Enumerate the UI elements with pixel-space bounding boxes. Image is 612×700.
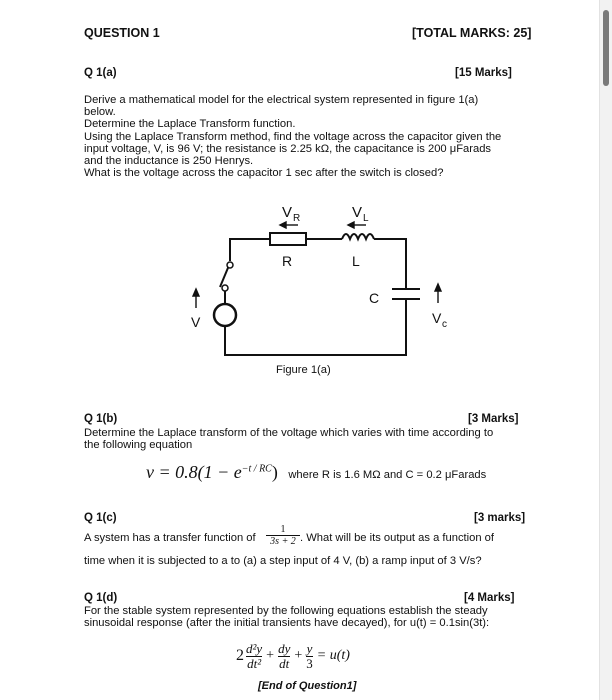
q1d-term1 [246,642,262,671]
q1d-term3-num: y [306,640,313,656]
q1d-equation [236,636,350,676]
q1a-line: input voltage, V, is 96 V; the resistance is 2.25 kΩ, the capacitance is 200 μFarads [84,142,492,155]
q1d-term2-num: dy [278,640,291,656]
resistor [270,233,306,245]
q1a-line: and the inductance is 250 Henrys. [84,155,254,168]
q1d-line: sinusoidal response (after the initial transients have decayed), for u(t) = 0.1sin(3t): [84,617,490,630]
wire-top-right [374,239,406,288]
q1d-marks: [4 Marks] [464,592,515,604]
circuit-diagram [170,195,470,375]
l-label: L [352,253,360,269]
q1d-term2-den: dt [279,655,290,671]
q1b-eq-where: where R is 1.6 MΩ and C = 0.2 μFarads [288,469,487,481]
q1a-line: Using the Laplace Transform method, find the voltage across the capacitor given the [84,130,502,143]
q1c-tf-num: 1 [280,524,286,535]
q1b-eq-lhs: v = 0.8(1 − e [146,462,242,482]
end-of-question: [End of Question1] [258,680,357,692]
q1b-eq-exp: −t / RC [241,463,272,475]
q1a-line: Determine the Laplace Transform function. [84,118,296,131]
q1d-term2 [278,642,290,671]
switch-terminal-top [227,262,233,268]
q1c-label: Q 1(c) [84,512,117,524]
q1a-line: Derive a mathematical model for the electrical system represented in figure 1(a) [84,94,479,106]
v-label: V [191,314,201,330]
q1d-plus: + [294,648,303,663]
total-marks: [TOTAL MARKS: 25] [412,26,532,40]
q1a-line: below. [84,106,116,119]
q1b-text [84,427,554,451]
switch-terminal-bottom [222,285,228,291]
q1c-tf-den: 3s + 2 [270,536,296,547]
scrollbar[interactable] [599,0,612,700]
q1d-term1-den: dt² [247,655,262,671]
q1c-marks: [3 marks] [474,512,526,524]
vc-sub: c [442,319,447,330]
q1c-transfer-function [262,524,304,548]
q1a-text [84,94,554,179]
q1d-term3-den: 3 [306,655,313,671]
q1d-label: Q 1(d) [84,592,118,604]
voltage-source [214,304,236,326]
vl-label: V [352,204,363,221]
q1b-eq-close: ) [271,462,278,482]
q1a-line: What is the voltage across the capacitor 1 sec after the switch is closed? [84,167,444,180]
wire-bottom [225,300,406,355]
q1d-plus: + [266,648,275,663]
wire-top-left [230,239,270,261]
q1c-line1-post: . What will be its output as a function of [300,532,495,544]
inductor [342,234,374,239]
q1b-label: Q 1(b) [84,413,118,425]
vc-label: V [432,310,442,326]
q1d-term3 [306,642,313,671]
q1c-line2: time when it is subjected to a to (a) a step input of 4 V, (b) a ramp input of 3 V/s? [84,555,482,567]
q1a-marks: [15 Marks] [455,67,512,79]
q1d-eq-coef: 2 [236,647,244,664]
q1d-line: For the stable system represented by the following equations establish the steady [84,605,488,617]
r-label: R [282,253,293,269]
vr-sub: R [293,213,301,224]
figure-caption: Figure 1(a) [276,364,331,376]
q1b-equation [146,462,486,483]
question-title: QUESTION 1 [84,26,160,40]
q1d-eq-rhs: = u(t) [316,648,350,663]
q1a-label: Q 1(a) [84,67,117,79]
q1d-term1-num: d²y [246,640,263,656]
q1c-line1-pre: A system has a transfer function of [84,532,256,544]
q1b-marks: [3 Marks] [468,413,519,425]
q1d-text [84,605,554,629]
vr-label: V [282,204,293,221]
q1b-line: Determine the Laplace transform of the voltage which varies with time according to [84,427,494,439]
vl-sub: L [363,213,369,224]
c-label: C [369,290,380,306]
q1b-line: the following equation [84,439,193,452]
scrollbar-thumb[interactable] [603,10,609,86]
